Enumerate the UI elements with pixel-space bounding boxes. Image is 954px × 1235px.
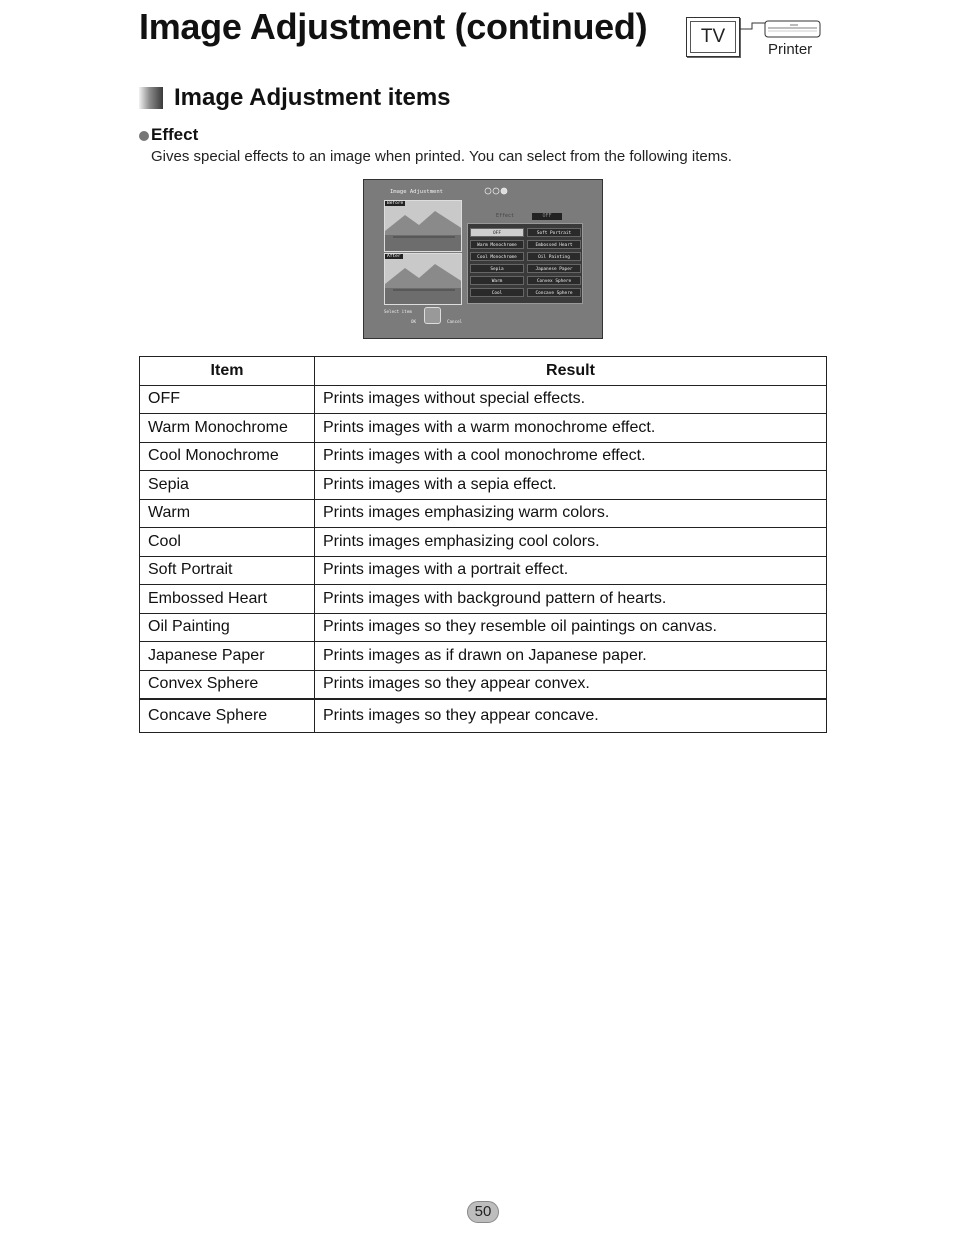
header-result: Result	[315, 357, 827, 386]
section-marker-icon	[139, 87, 163, 109]
table-row	[140, 699, 827, 733]
result-cell: Prints images without special effects.	[315, 385, 827, 414]
table-row	[140, 642, 827, 671]
result-cell: Prints images with a cool monochrome effect.	[315, 442, 827, 471]
before-photo	[384, 200, 462, 252]
status-icons	[484, 187, 510, 195]
after-photo	[384, 253, 462, 305]
option-soft-portrait: Soft Portrait	[527, 228, 581, 237]
option-warm: Warm	[470, 276, 524, 285]
item-cell: Cool Monochrome	[140, 442, 315, 471]
item-cell: Japanese Paper	[140, 642, 315, 671]
printer-label: Printer	[768, 41, 813, 58]
option-cool-monochrome: Cool Monochrome	[470, 252, 524, 261]
printer-icon	[764, 19, 821, 39]
option-oil-painting: Oil Painting	[527, 252, 581, 261]
effect-subheading: Effect	[151, 125, 199, 144]
after-label: After	[387, 254, 401, 259]
item-cell: Cool	[140, 528, 315, 557]
option-sepia: Sepia	[470, 264, 524, 273]
option-embossed-heart: Embossed Heart	[527, 240, 581, 249]
item-cell: Soft Portrait	[140, 556, 315, 585]
table-row	[140, 471, 827, 500]
result-cell: Prints images with a warm monochrome effect.	[315, 414, 827, 443]
table-row	[140, 499, 827, 528]
table-row	[140, 613, 827, 642]
option-concave-sphere: Concave Sphere	[527, 288, 581, 297]
result-cell: Prints images so they resemble oil paintings on canvas.	[315, 613, 827, 642]
result-cell: Prints images so they appear convex.	[315, 670, 827, 699]
table-row	[140, 385, 827, 414]
section-title: Image Adjustment items	[174, 84, 451, 111]
item-cell: Warm Monochrome	[140, 414, 315, 443]
page-number: 50	[467, 1201, 499, 1223]
result-cell: Prints images so they appear concave.	[315, 699, 827, 733]
tv-label: TV	[690, 21, 736, 53]
effect-options-panel	[467, 223, 583, 304]
hint-ok: OK	[411, 319, 417, 324]
dpad-icon	[424, 307, 441, 324]
before-label: Before	[387, 201, 404, 206]
table-row	[140, 442, 827, 471]
item-cell: Oil Painting	[140, 613, 315, 642]
option-off: OFF	[470, 228, 524, 237]
table-row	[140, 585, 827, 614]
result-cell: Prints images with a sepia effect.	[315, 471, 827, 500]
table-row	[140, 556, 827, 585]
hint-select-item: Select item	[384, 309, 412, 314]
header-item: Item	[140, 357, 315, 386]
option-warm-monochrome: Warm Monochrome	[470, 240, 524, 249]
result-cell: Prints images emphasizing cool colors.	[315, 528, 827, 557]
table-row	[140, 414, 827, 443]
effect-description: Gives special effects to an image when printed. You can select from the following items.	[151, 148, 732, 165]
option-japanese-paper: Japanese Paper	[527, 264, 581, 273]
effect-field-label: Effect	[495, 213, 515, 219]
bullet-icon	[139, 131, 149, 141]
table-row	[140, 670, 827, 699]
option-convex-sphere: Convex Sphere	[527, 276, 581, 285]
item-cell: Concave Sphere	[140, 699, 315, 733]
item-cell: OFF	[140, 385, 315, 414]
menu-screenshot	[363, 179, 603, 339]
tv-icon	[686, 17, 740, 57]
table-header-row	[140, 357, 827, 386]
item-cell: Warm	[140, 499, 315, 528]
result-cell: Prints images emphasizing warm colors.	[315, 499, 827, 528]
item-cell: Sepia	[140, 471, 315, 500]
result-cell: Prints images with background pattern of hearts.	[315, 585, 827, 614]
result-cell: Prints images with a portrait effect.	[315, 556, 827, 585]
screen-title: Image Adjustment	[390, 189, 443, 195]
result-cell: Prints images as if drawn on Japanese paper.	[315, 642, 827, 671]
effects-table	[139, 356, 827, 733]
item-cell: Convex Sphere	[140, 670, 315, 699]
page-title: Image Adjustment (continued)	[139, 6, 648, 47]
option-cool: Cool	[470, 288, 524, 297]
table-row	[140, 528, 827, 557]
effect-field-value: OFF	[532, 213, 562, 220]
hint-cancel: Cancel	[447, 319, 463, 324]
item-cell: Embossed Heart	[140, 585, 315, 614]
